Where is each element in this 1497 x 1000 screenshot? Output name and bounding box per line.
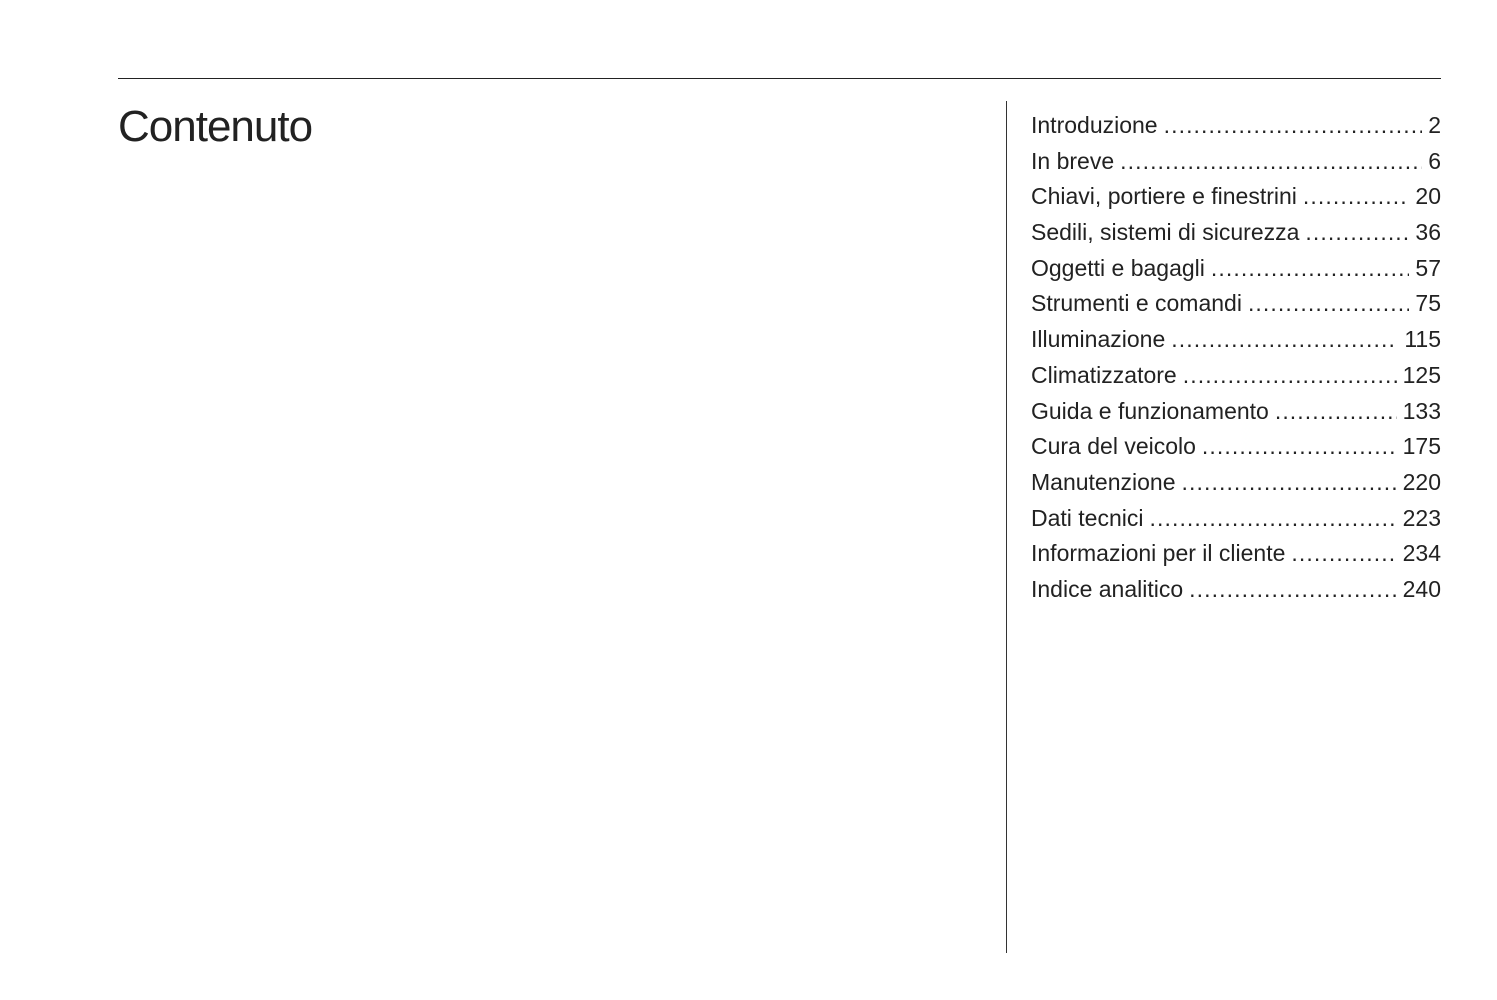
dot-leader bbox=[1248, 286, 1409, 322]
toc-page-number: 133 bbox=[1402, 397, 1441, 424]
dot-leader bbox=[1182, 465, 1397, 501]
dot-leader bbox=[1171, 322, 1398, 358]
page-title: Contenuto bbox=[118, 102, 313, 151]
toc-page-number: 234 bbox=[1402, 540, 1441, 567]
toc-page-number: 220 bbox=[1402, 468, 1441, 495]
toc-label: In breve bbox=[1031, 147, 1115, 174]
toc-entry[interactable] bbox=[1031, 108, 1441, 144]
toc-label: Chiavi, portiere e finestrini bbox=[1031, 183, 1297, 210]
dot-leader bbox=[1164, 108, 1423, 144]
table-of-contents bbox=[1031, 108, 1441, 608]
toc-entry[interactable] bbox=[1031, 501, 1441, 537]
toc-label: Introduzione bbox=[1031, 112, 1158, 138]
toc-page-number: 75 bbox=[1415, 290, 1441, 317]
toc-page-number: 6 bbox=[1428, 147, 1441, 174]
dot-leader bbox=[1149, 501, 1396, 537]
dot-leader bbox=[1183, 358, 1397, 394]
toc-entry[interactable] bbox=[1031, 144, 1441, 180]
toc-entry[interactable] bbox=[1031, 429, 1441, 465]
toc-entry[interactable] bbox=[1031, 572, 1441, 608]
toc-label: Strumenti e comandi bbox=[1031, 290, 1242, 317]
toc-page-number: 240 bbox=[1402, 575, 1441, 602]
toc-page-number: 2 bbox=[1428, 112, 1441, 138]
dot-leader bbox=[1291, 536, 1396, 572]
toc-entry[interactable] bbox=[1031, 251, 1441, 287]
dot-leader bbox=[1275, 394, 1397, 430]
column-divider bbox=[1006, 101, 1007, 953]
toc-label: Illuminazione bbox=[1031, 326, 1166, 353]
dot-leader bbox=[1202, 429, 1397, 465]
toc-page-number: 125 bbox=[1402, 361, 1441, 388]
toc-entry[interactable] bbox=[1031, 179, 1441, 215]
toc-label: Dati tecnici bbox=[1031, 504, 1144, 531]
dot-leader bbox=[1303, 179, 1410, 215]
toc-entry[interactable] bbox=[1031, 358, 1441, 394]
toc-entry[interactable] bbox=[1031, 394, 1441, 430]
toc-page-number: 175 bbox=[1402, 433, 1441, 460]
toc-page-number: 20 bbox=[1415, 183, 1441, 210]
dot-leader bbox=[1120, 144, 1422, 180]
toc-page-number: 57 bbox=[1415, 254, 1441, 281]
toc-page-number: 223 bbox=[1402, 504, 1441, 531]
toc-entry[interactable] bbox=[1031, 322, 1441, 358]
toc-page-number: 36 bbox=[1415, 219, 1441, 246]
toc-label: Informazioni per il cliente bbox=[1031, 540, 1286, 567]
dot-leader bbox=[1189, 572, 1396, 608]
toc-page-number: 115 bbox=[1404, 326, 1441, 353]
dot-leader bbox=[1305, 215, 1409, 251]
top-rule bbox=[118, 78, 1441, 79]
toc-label: Manutenzione bbox=[1031, 468, 1176, 495]
toc-label: Indice analitico bbox=[1031, 575, 1184, 602]
toc-label: Sedili, sistemi di sicurezza bbox=[1031, 219, 1300, 246]
toc-entry[interactable] bbox=[1031, 536, 1441, 572]
toc-label: Cura del veicolo bbox=[1031, 433, 1196, 460]
toc-label: Climatizzatore bbox=[1031, 361, 1177, 388]
toc-label: Oggetti e bagagli bbox=[1031, 254, 1205, 281]
toc-label: Guida e funzionamento bbox=[1031, 397, 1269, 424]
toc-entry[interactable] bbox=[1031, 465, 1441, 501]
dot-leader bbox=[1211, 251, 1410, 287]
toc-entry[interactable] bbox=[1031, 286, 1441, 322]
toc-entry[interactable] bbox=[1031, 215, 1441, 251]
